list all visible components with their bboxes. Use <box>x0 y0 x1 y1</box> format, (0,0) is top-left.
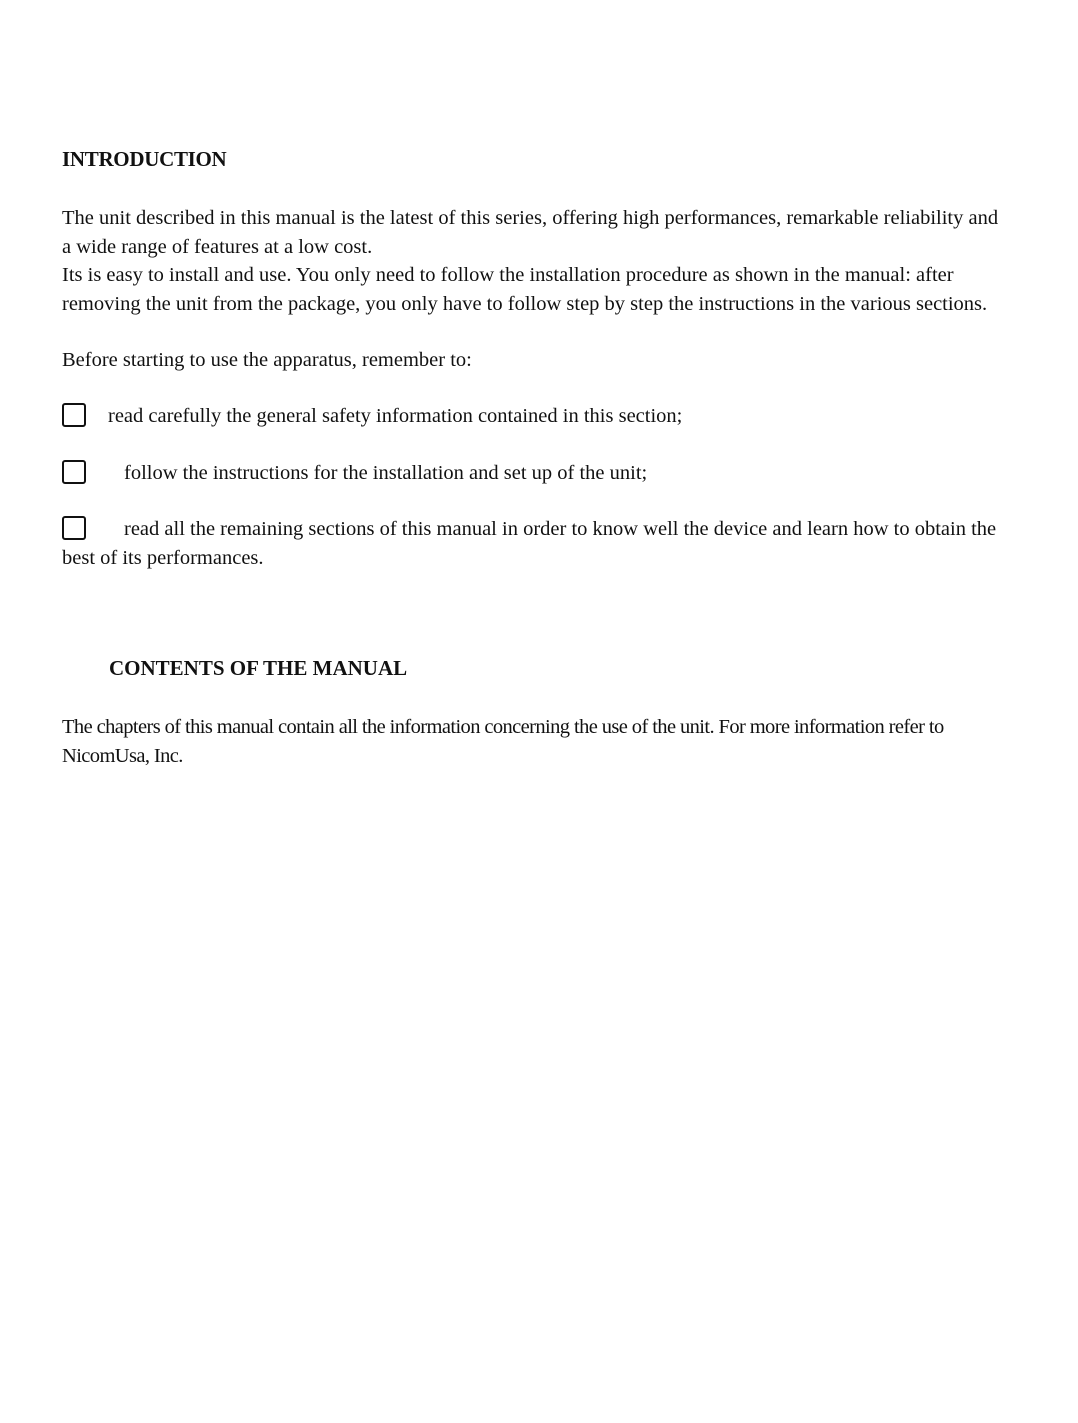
introduction-paragraph-2: Its is easy to install and use. You only need to follow the installation procedure as shown in the manual: after removing the unit from the package, you only have to follow step by step the instructions in the various sections. <box>62 264 988 315</box>
introduction-heading: INTRODUCTION <box>62 147 227 171</box>
checklist-item-safety <box>62 402 1007 431</box>
checklist-item-text: follow the instructions for the installation and set up of the unit; <box>124 462 648 484</box>
contents-paragraph: The chapters of this manual contain all the information concerning the use of the unit. For more information refer to NicomUsa, Inc. <box>62 716 944 767</box>
checkbox-icon <box>62 516 86 540</box>
checklist-item-text: read carefully the general safety information contained in this section; <box>108 405 683 427</box>
checkbox-icon <box>62 403 86 427</box>
checkbox-icon <box>62 460 86 484</box>
contents-heading: CONTENTS OF THE MANUAL <box>109 656 408 680</box>
introduction-paragraph-3: Before starting to use the apparatus, remember to: <box>62 349 472 371</box>
introduction-paragraph-1: The unit described in this manual is the latest of this series, offering high performances, remarkable reliability and a wide range of features at a low cost. <box>62 207 999 258</box>
checklist-item-remaining-sections <box>62 515 1007 572</box>
checklist-item-installation <box>62 459 1007 488</box>
checklist-item-text: read all the remaining sections of this manual in order to know well the device and learn how to obtain the best of its performances. <box>62 518 997 569</box>
